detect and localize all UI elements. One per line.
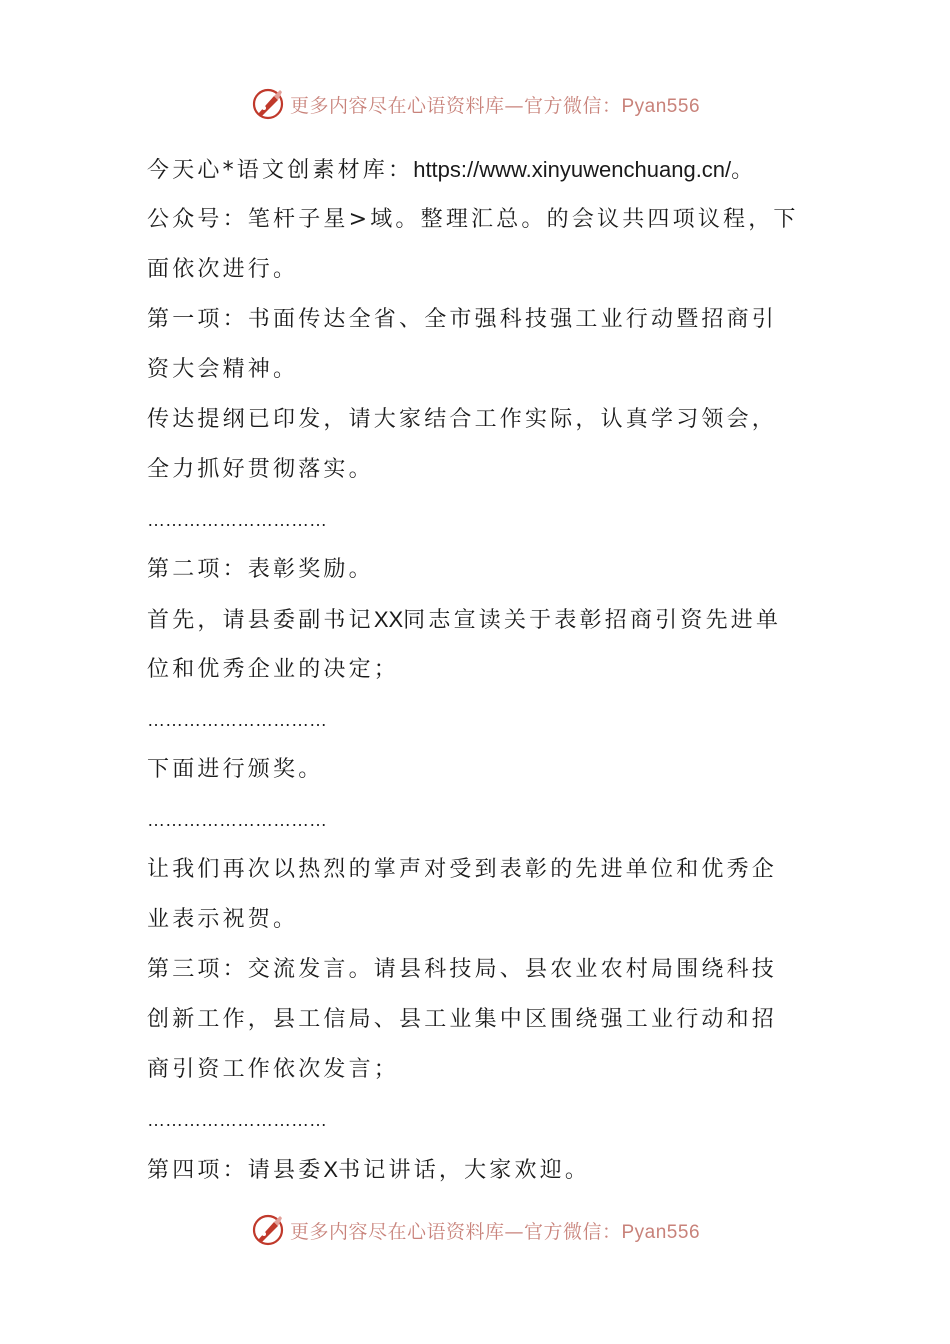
agenda-item-4-heading	[147, 1145, 817, 1195]
body-line-10: 位和优秀企业的决定；	[147, 657, 400, 682]
body-line-15: 创新工作，县工信局、县工业集中区围绕强工业行动和招	[147, 1007, 778, 1032]
body-line-6: 传达提纲已印发，请大家结合工作实际，认真学习领会，	[147, 407, 778, 432]
document-body	[147, 145, 817, 1195]
pen-logo-icon	[250, 1212, 286, 1248]
website-url: https://www.xinyuwenchuang.cn/	[413, 157, 732, 182]
banner-text	[290, 1217, 700, 1244]
text-segment: 第四项：请县委	[147, 1158, 324, 1183]
text-segment: 首先，请县委副书记	[147, 608, 374, 633]
agenda-item-2-heading: 第二项：表彰奖励。	[147, 557, 374, 582]
pen-logo-icon	[250, 86, 286, 122]
body-line-13: 业表示祝贺。	[147, 907, 299, 932]
ellipsis-divider: …………………………	[147, 710, 327, 730]
body-line-3: 面依次进行。	[147, 257, 299, 282]
footer-banner	[0, 1208, 950, 1252]
banner-main-text: 更多内容尽在心语资料库—官方微信：	[289, 1220, 622, 1243]
text-segment: 。	[731, 158, 757, 183]
text-segment: 书记讲话，大家欢迎。	[338, 1158, 591, 1183]
header-banner	[0, 82, 950, 126]
body-line-16: 商引资工作依次发言；	[147, 1057, 400, 1082]
wechat-id: Pyan556	[621, 95, 701, 117]
agenda-item-1-heading: 第一项：书面传达全省、全市强科技强工业行动暨招商引	[147, 307, 778, 332]
ellipsis-divider: …………………………	[147, 510, 327, 530]
body-line-9	[147, 595, 817, 645]
ellipsis-divider: …………………………	[147, 810, 327, 830]
body-line-7: 全力抓好贯彻落实。	[147, 457, 374, 482]
text-segment: 同志宣读关于表彰招商引资先进单	[403, 608, 782, 633]
wechat-id: Pyan556	[621, 1221, 701, 1243]
banner-text	[290, 91, 700, 118]
banner-main-text: 更多内容尽在心语资料库—官方微信：	[289, 94, 622, 117]
body-line-5: 资大会精神。	[147, 357, 299, 382]
placeholder-name: XX	[373, 607, 404, 632]
text-segment: 今天心*语文创素材库：	[147, 158, 414, 183]
body-line-1	[147, 145, 817, 195]
body-line-2: 公众号：笔杆子星>域。整理汇总。的会议共四项议程，下	[147, 207, 799, 232]
body-line-11: 下面进行颁奖。	[147, 757, 324, 782]
ellipsis-divider: …………………………	[147, 1110, 327, 1130]
agenda-item-3-heading: 第三项：交流发言。请县科技局、县农业农村局围绕科技	[147, 957, 778, 982]
placeholder-name: X	[323, 1157, 339, 1182]
body-line-12: 让我们再次以热烈的掌声对受到表彰的先进单位和优秀企	[147, 857, 778, 882]
